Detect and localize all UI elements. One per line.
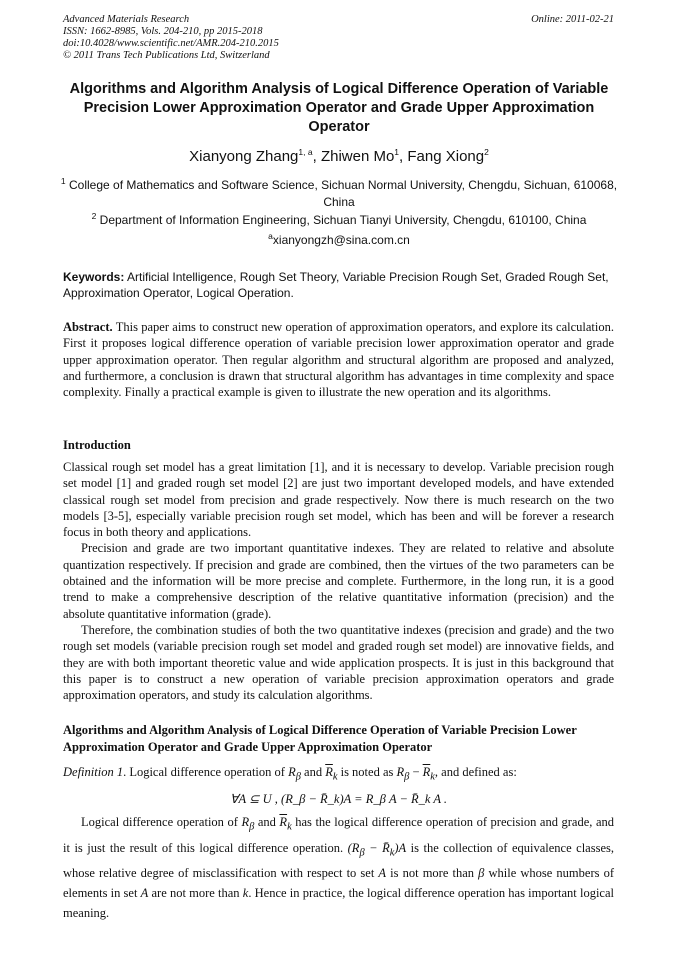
paragraph-text: is the collection of equivalence classes, whose relative degree of misclassification with respect to set (63, 840, 614, 880)
definition-1: Definition 1. Logical difference operation of $R_\beta$ and $\overline{R}_k$ is noted as $R_\beta - \overline{R}_k$, and defined as: (63, 765, 517, 783)
author-name: Fang Xiong (407, 148, 485, 165)
author-sup: 1, a (298, 147, 313, 157)
journal-name: Advanced Materials Research (63, 14, 190, 25)
introduction-heading: Introduction (63, 438, 131, 452)
author-sup: 2 (484, 147, 489, 157)
definition-label: Definition 1 (63, 765, 124, 779)
definition-text: is noted as (337, 765, 397, 779)
affiliation-text: Department of Information Engineering, Sichuan Tianyi University, Chengdu, 610100, China (99, 213, 587, 227)
intro-paragraph-2: Precision and grade are two important quantitative indexes. They are related to relative and absolute quantization respectively. If precision and grade are combined, then the virtues of the two parameters can be obtained and the information will be more precise and complete. Furthermore, in the long run, it is a good trend to make a comprehensive description of the relative quantitative information (precision) and the absolute quantitative information (grade). (63, 541, 614, 621)
paper-title: Algorithms and Algorithm Analysis of Logical Difference Operation of Variable Precision Lower Approximation Operator and Grade Upper Approximation Operator (69, 81, 609, 135)
affiliation-sup: 2 (91, 211, 97, 221)
keywords-text: Artificial Intelligence, Rough Set Theory, Variable Precision Rough Set, Graded Rough Set, Approximation Operator, Logical Operation. (63, 270, 609, 300)
definition-text: and (300, 765, 326, 779)
introduction-body (63, 459, 614, 703)
author-name: Zhiwen Mo (320, 148, 395, 165)
issn-line: ISSN: 1662-8985, Vols. 204-210, pp 2015-2018 (63, 26, 263, 37)
email-sup: a (268, 231, 273, 241)
paragraph-text: while whose numbers of elements in set (63, 866, 615, 900)
paragraph-text: . Hence in practice, the logical difference operation has important logical meaning. (63, 886, 614, 920)
section-heading: Algorithms and Algorithm Analysis of Logical Difference Operation of Variable Precision Lower Approximation Operator and Grade Upper Approximation Operator (63, 723, 577, 754)
affiliation-2 (60, 212, 618, 229)
keywords-label: Keywords: (63, 270, 125, 284)
affiliation-1 (60, 177, 618, 211)
intro-paragraph-3: Therefore, the combination studies of both the two quantitative indexes (precision and grade) and the two rough set models (variable precision rough set model and graded rough set model) are innovative fields, and they are with both important theoretic value and wide application prospects. It is just in this background that this paper is to construct a new operation of variable precision approximation operators and grade approximation operators, and study its calculation algorithms. (63, 622, 614, 703)
keywords-block (63, 270, 614, 301)
author-list: Xianyong Zhang$^{1, a}$, Zhiwen Mo$^1$, Fang Xiong$^2$ (189, 147, 489, 165)
online-date: Online: 2011-02-21 (531, 14, 614, 25)
copyright-line: © 2011 Trans Tech Publications Ltd, Switzerland (63, 50, 270, 61)
author-sup: 1 (394, 147, 400, 157)
paragraph-text: Logical difference operation of (81, 815, 242, 829)
paragraph-text: and (254, 815, 280, 829)
email-line (60, 233, 618, 247)
affiliation-sup: 1 (60, 176, 66, 186)
definition-explanation: Logical difference operation of $R_\beta$ and $\overline{R}_k$ has the logical difference operation of precision and grade, and it is just the result of this logical difference operation. ($R_\beta$ − $R̄_k)A$ is the collection of equivalence classes, whose relative degree of misclassification with respect to set A is not more than β while whose numbers of elements in set A are not more than k. Hence in practice, the logical difference operation has important logical meaning. (63, 815, 615, 920)
definition-text: . Logical difference operation of (123, 765, 289, 779)
abstract-text: This paper aims to construct new operation of approximation operators, and explore its calculation. First it proposes logical difference operation of variable precision lower approximation operator and grade upper approximation operator. Then regular algorithm and structural algorithm are proposed and analyzed, and furthermore, a conclusion is drawn that structural algorithm has advantages in time complexity and space complexity. Finally a practical example is given to illustrate the new operation and its algorithms. (63, 320, 614, 400)
doi-line: doi:10.4028/www.scientific.net/AMR.204-210.2015 (63, 38, 279, 49)
author-name: Xianyong Zhang (189, 148, 299, 165)
paragraph-text: has the logical difference operation of precision and grade, and it is just the result of this logical difference operation. (63, 815, 614, 855)
paragraph-text: is not more than (386, 866, 479, 880)
definition-formula: ∀A ⊆ U , (R_β − R̄_k)A = R_β A − R̄_k A . (229, 792, 448, 806)
paragraph-text: are not more than (148, 886, 243, 900)
abstract-block (63, 319, 614, 400)
definition-text: , and defined as: (434, 765, 517, 779)
running-header (63, 14, 614, 62)
intro-paragraph-1: Classical rough set model has a great limitation [1], and it is necessary to develop. Variable precision rough set model [1] and graded rough set model [2] are just two important developed models, and have extended classical rough set model from precision and grade respectively. Now there is much research on the two models [3-5], especially variable precision rough set model, which has been and will be forever a research focus in both theory and applications. (63, 460, 614, 540)
email-address: xianyongzh@sina.com.cn (272, 233, 410, 247)
affiliation-text: College of Mathematics and Software Science, Sichuan Normal University, Chengdu, Sichuan, 610068, China (69, 178, 618, 209)
abstract-label: Abstract. (63, 320, 113, 334)
